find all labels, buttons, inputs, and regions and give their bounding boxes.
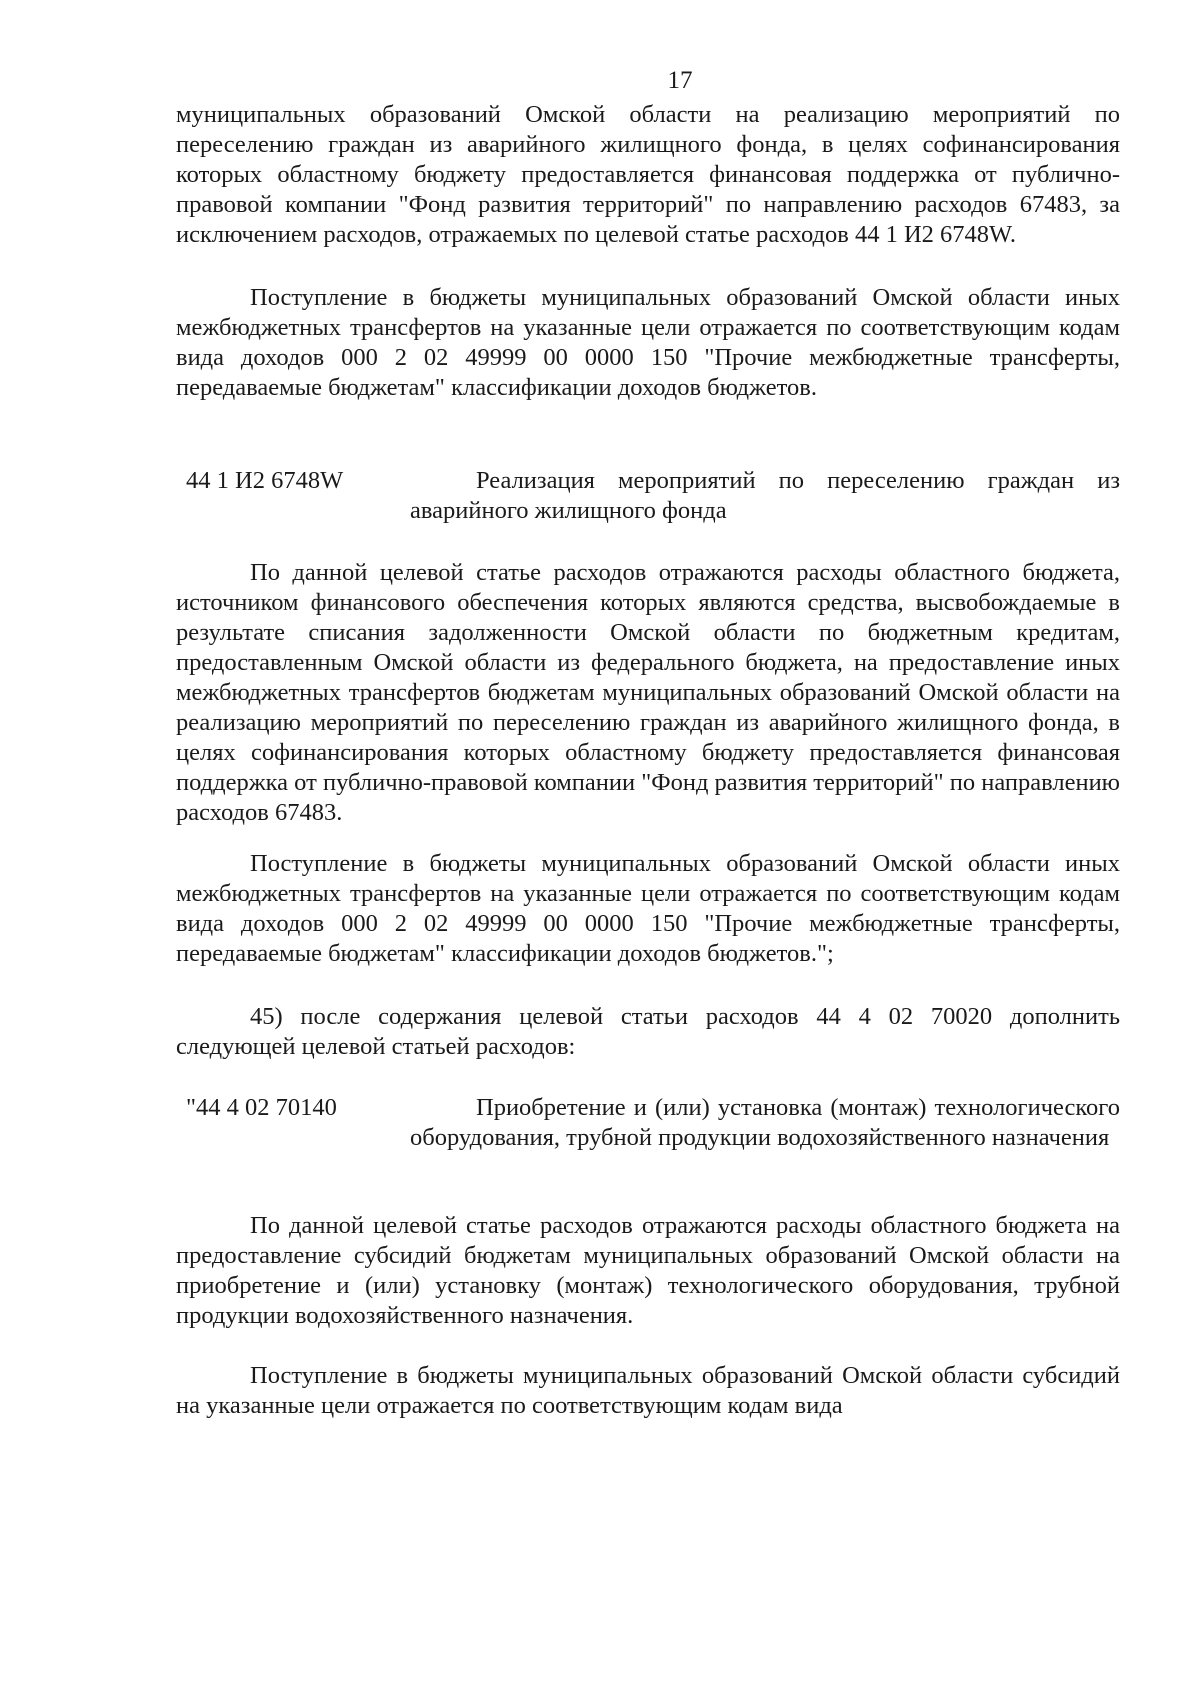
paragraph-expense-description-1: По данной целевой статье расходов отражаются расходы областного бюджета, источником финансового обеспечения которых являются средства, высвобождаемые в результате списания задолженности Омской области по бюджетным кредитам, предоставленным Омской области из федерального бюджета, на предоставление иных межбюджетных трансфертов бюджетам муниципальных образований Омской области на реализацию мероприятий по переселению граждан из аварийного жилищного фонда, в целях софинансирования которых областному бюджету предоставляется финансовая поддержка от публично-правовой компании "Фонд развития территорий" по направлению расходов 67483. [176, 559, 1120, 826]
paragraph-expense-description-2: По данной целевой статье расходов отражаются расходы областного бюджета на предоставление субсидий бюджетам муниципальных образований Омской области на приобретение и (или) установку (монтаж) технологического оборудования, трубной продукции водохозяйственного назначения. [176, 1212, 1120, 1329]
heading-title-2: Приобретение и (или) установка (монтаж) технологического оборудования, трубной продукции водохозяйственного назначения [410, 1094, 1120, 1151]
heading-code-1: 44 1 И2 6748W [186, 467, 344, 494]
paragraph-income-receipt-2: Поступление в бюджеты муниципальных образований Омской области иных межбюджетных трансфертов на указанные цели отражается по соответствующим кодам вида доходов 000 2 02 49999 00 0000 150 "Прочие межбюджетные трансферты, передаваемые бюджетам" классификации доходов бюджетов."; [176, 850, 1120, 967]
page-number: 17 [667, 67, 693, 94]
paragraph-continuation: муниципальных образований Омской области на реализацию мероприятий по переселению граждан из аварийного жилищного фонда, в целях софинансирования которых областному бюджету предоставляется финансовая поддержка от публично-правовой компании "Фонд развития территорий" по направлению расходов 67483, за исключением расходов, отражаемых по целевой статье расходов 44 1 И2 6748W. [176, 101, 1120, 248]
paragraph-income-receipt-1: Поступление в бюджеты муниципальных образований Омской области иных межбюджетных трансфертов на указанные цели отражается по соответствующим кодам вида доходов 000 2 02 49999 00 0000 150 "Прочие межбюджетные трансферты, передаваемые бюджетам" классификации доходов бюджетов. [176, 284, 1120, 401]
paragraph-subsidy-receipt: Поступление в бюджеты муниципальных образований Омской области субсидий на указанные цели отражается по соответствующим кодам вида [176, 1362, 1120, 1419]
heading-title-1: Реализация мероприятий по переселению граждан из аварийного жилищного фонда [410, 467, 1120, 524]
paragraph-amendment-45: 45) после содержания целевой статьи расходов 44 4 02 70020 дополнить следующей целевой статьей расходов: [176, 1003, 1120, 1060]
heading-code-2: "44 4 02 70140 [186, 1094, 337, 1121]
